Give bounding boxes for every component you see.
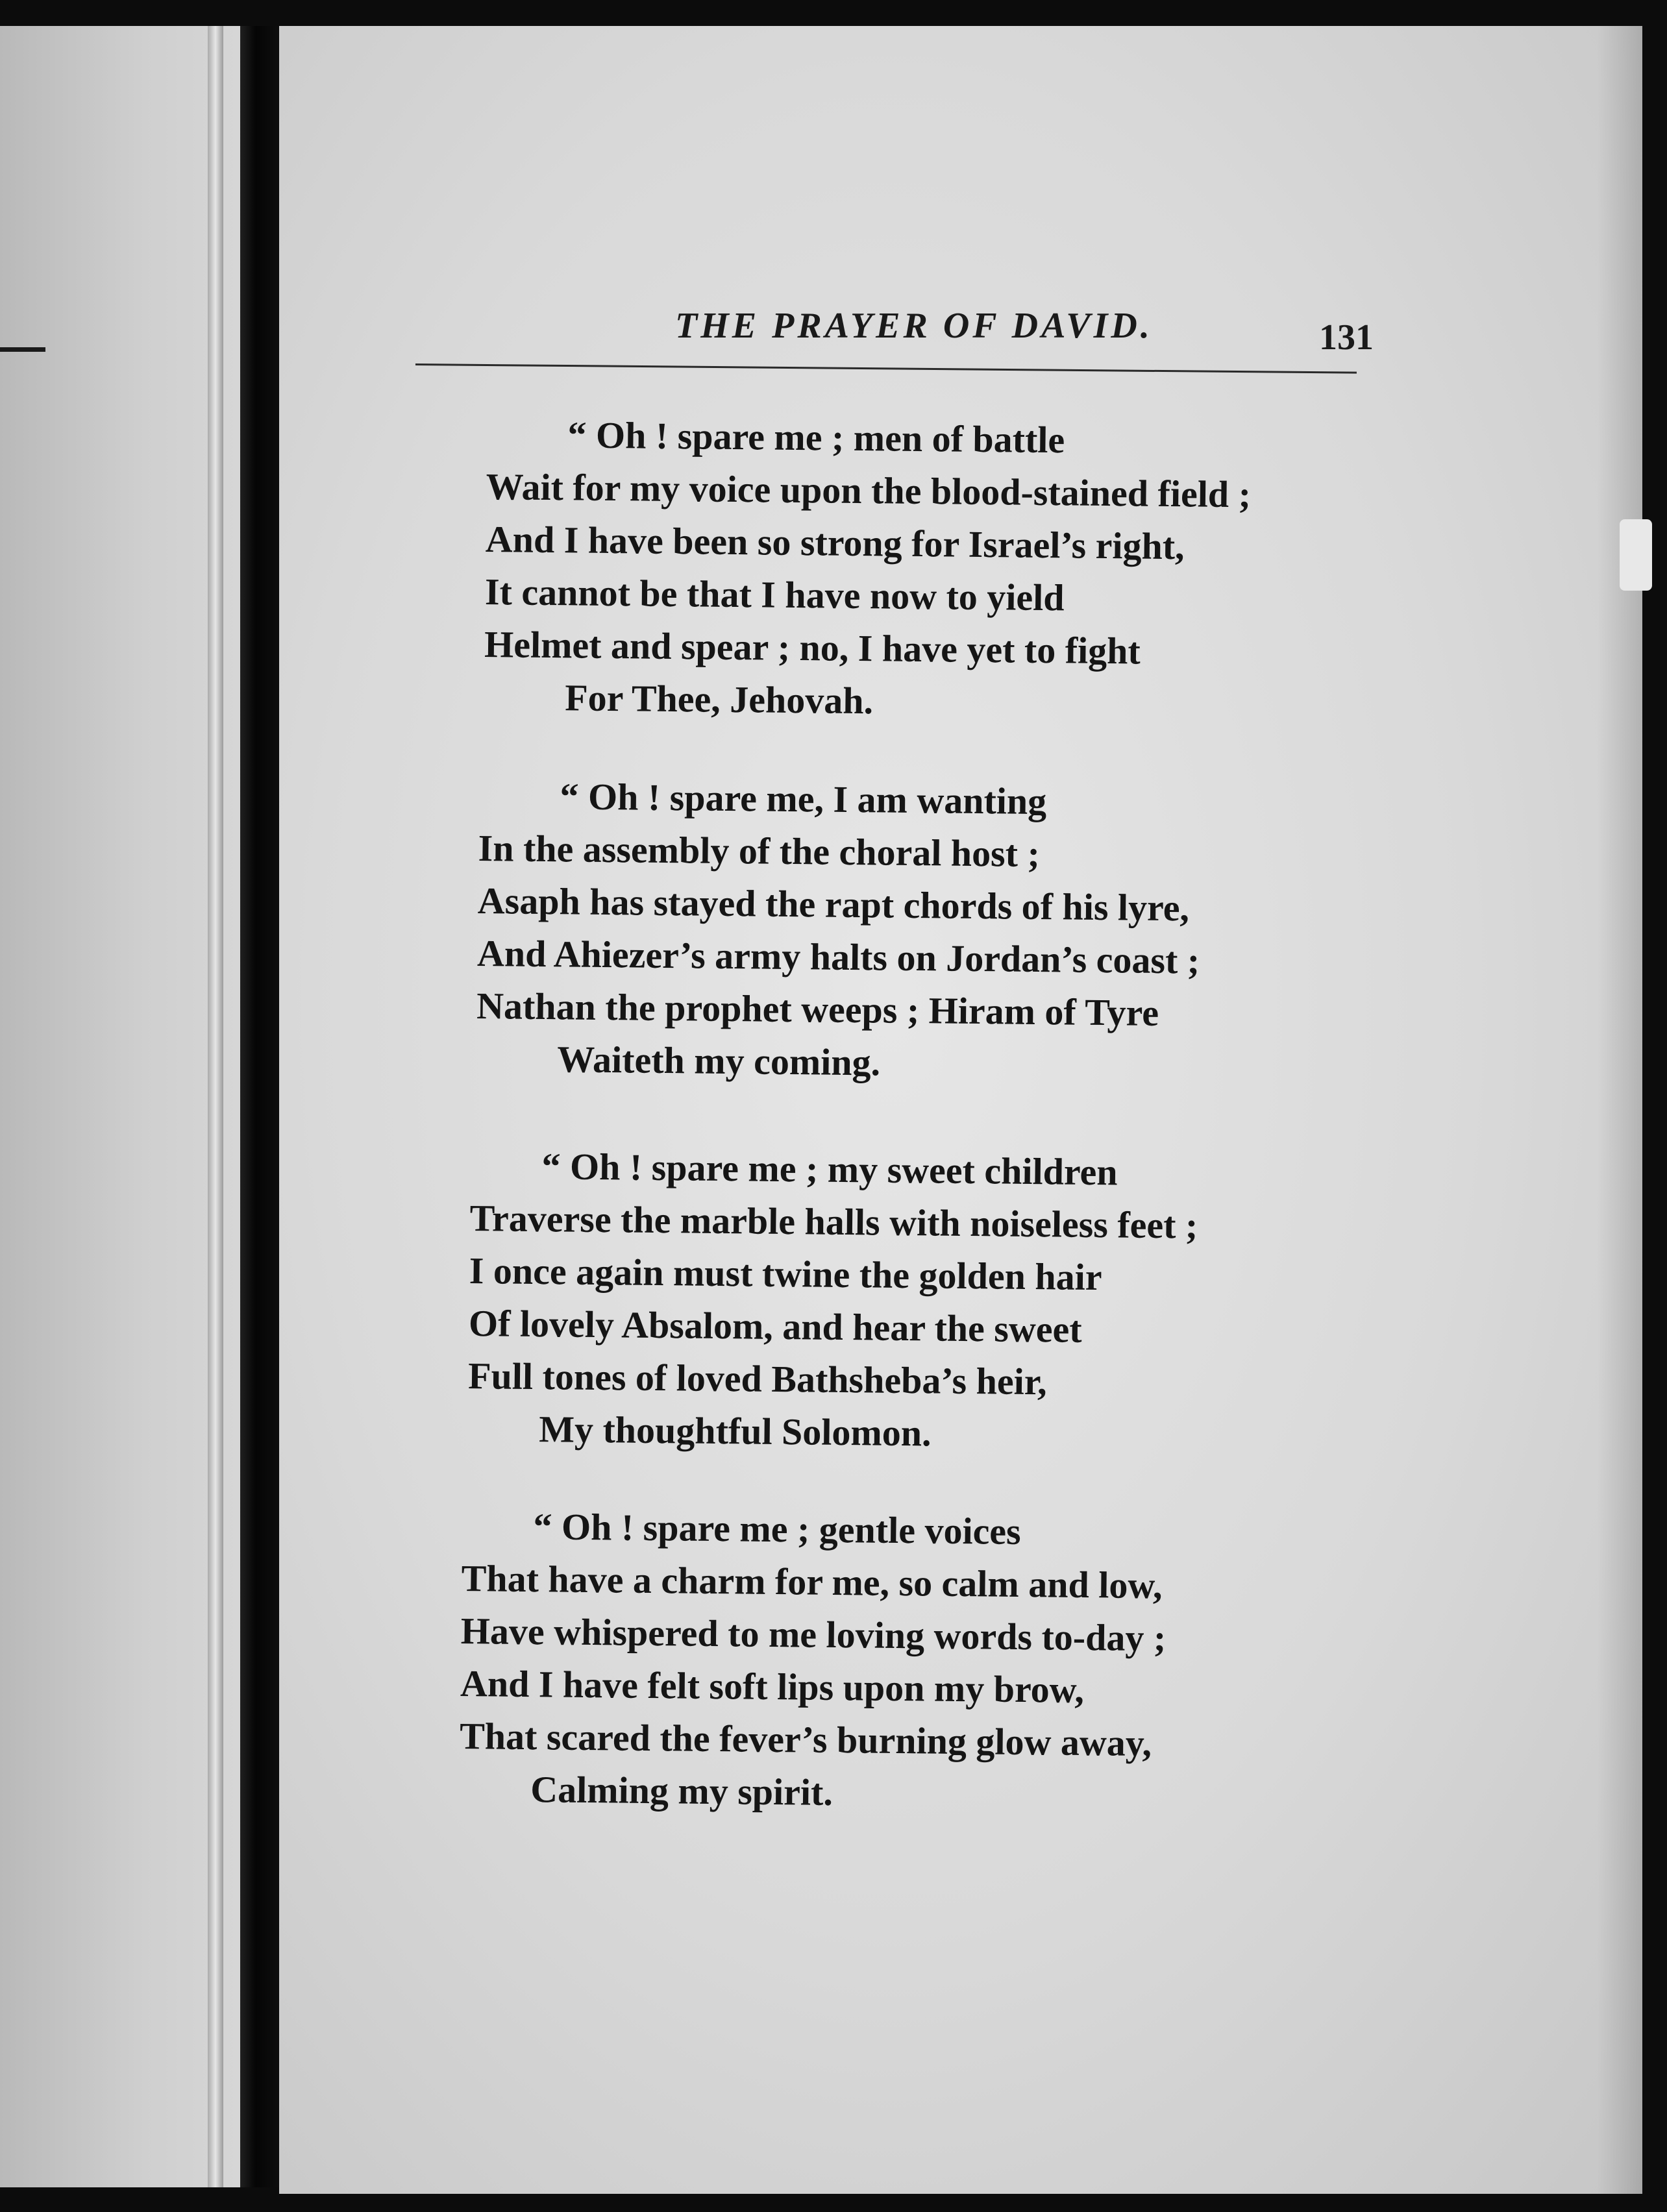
stanza-line: That have a charm for me, so calm and low,	[461, 1556, 1163, 1607]
stanza-4	[459, 1499, 1167, 1822]
stanza-line: And Ahiezer’s army halts on Jordan’s coast ;	[476, 931, 1200, 982]
stanza-line: For Thee, Jehovah.	[564, 676, 874, 722]
page-number: 131	[1319, 317, 1374, 358]
stanza-3	[467, 1139, 1199, 1462]
stanza-line: Helmet and spear ; no, I have yet to fight	[484, 622, 1141, 672]
stanza-line: My thoughtful Solomon.	[538, 1408, 932, 1455]
stanza-line: In the assembly of the choral host ;	[478, 826, 1041, 876]
page-shadow	[1597, 26, 1642, 2194]
stanza-line: It cannot be that I have now to yield	[484, 570, 1065, 619]
stanza-line: And I have been so strong for Israel’s right,	[485, 517, 1185, 568]
stanza-line: “ Oh ! spare me ; gentle voices	[533, 1505, 1022, 1553]
stanza-line: Have whispered to me loving words to-day ;	[460, 1609, 1167, 1660]
book-page	[279, 26, 1642, 2194]
running-title: THE PRAYER OF DAVID.	[675, 306, 1153, 346]
stanza-line: “ Oh ! spare me ; men of battle	[567, 413, 1065, 461]
stanza-line: Traverse the marble halls with noiseless feet ;	[469, 1196, 1198, 1247]
stanza-2	[476, 769, 1202, 1092]
stanza-line: I once again must twine the golden hair	[469, 1249, 1102, 1299]
book-gutter	[240, 26, 279, 2187]
stanza-line: Wait for my voice upon the blood-stained field ;	[486, 465, 1252, 516]
stanza-line: Of lovely Absalom, and hear the sweet	[468, 1301, 1082, 1351]
left-page-rule	[0, 347, 45, 352]
stanza-line: And I have felt soft lips upon my brow,	[460, 1662, 1085, 1712]
stanza-line: Waiteth my coming.	[556, 1038, 881, 1084]
stanza-line: “ Oh ! spare me, I am wanting	[560, 775, 1047, 823]
stanza-line: Full tones of loved Bathsheba’s heir,	[467, 1354, 1048, 1403]
stanza-line: “ Oh ! spare me ; my sweet children	[541, 1145, 1118, 1194]
stanza-1	[484, 408, 1252, 731]
left-page-edge	[208, 26, 223, 2187]
page-edge-mark	[1620, 519, 1652, 591]
stanza-line: Asaph has stayed the rapt chords of his lyre,	[477, 879, 1190, 929]
stanza-line: That scared the fever’s burning glow away,	[459, 1714, 1152, 1765]
stanza-line: Nathan the prophet weeps ; Hiram of Tyre	[476, 984, 1159, 1034]
stanza-line: Calming my spirit.	[530, 1768, 834, 1814]
